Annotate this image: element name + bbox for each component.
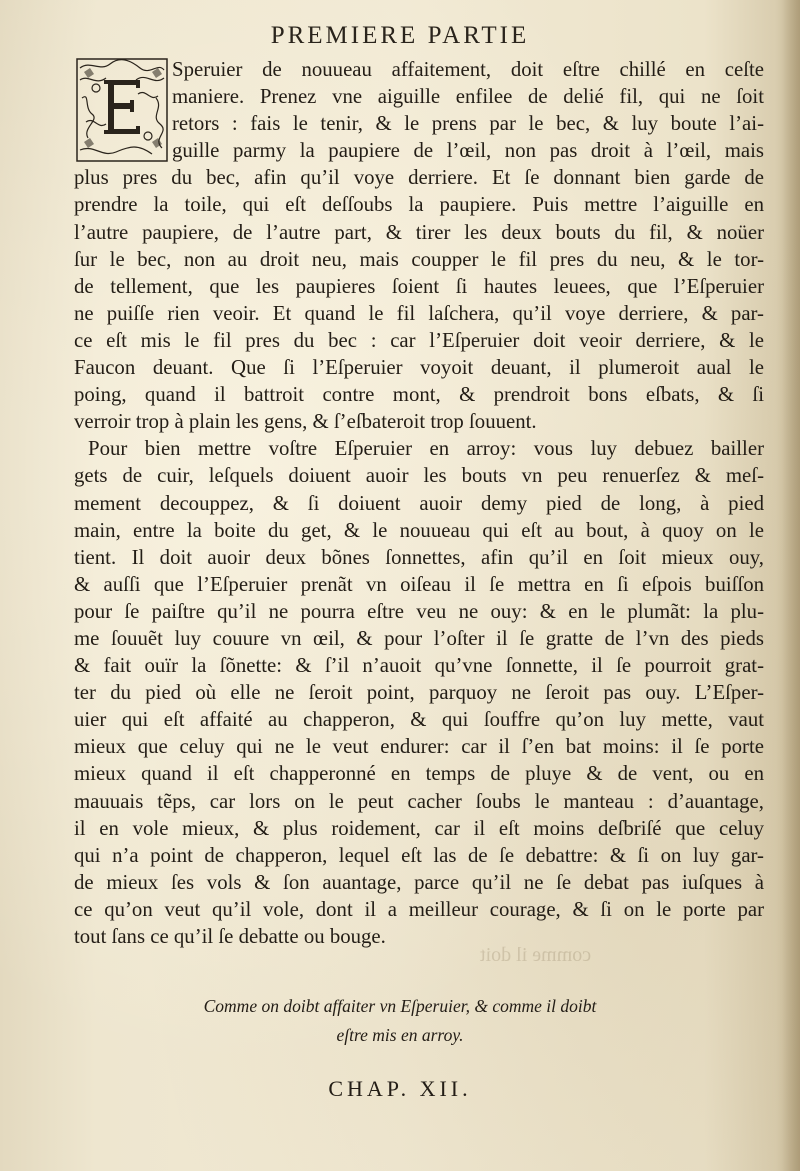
text-line: Faucon deuant. Que ſi l’Eſperuier voyoit deuant, il plumeroit aual le	[74, 356, 764, 380]
text-line: mieux quand il eſt chapperonné en temps de pluye & de vent, ou en	[74, 762, 764, 786]
text-line: poing, quand il battroit contre mont, & prendroit bons eſbats, & ſi	[74, 383, 764, 407]
text-line: ter du pied où elle ne ſeroit point, parquoy ne ſeroit pas ouy. L’Eſper-	[74, 681, 764, 705]
text-line: me ſouuẽt luy couure vn œil, & pour l’oſter il ſe gratte de l’vn des pieds	[74, 626, 764, 650]
text-line: Speruier de nouueau affaitement, doit eſtre chillé en ceſte	[172, 58, 764, 81]
text-line: tient. Il doit auoir deux bõnes ſonnettes, afin qu’il en ſoit mieux ouy,	[74, 545, 764, 569]
text-line: de tellement, que les paupieres ſoient ſi hautes leuees, que l’Eſperuier	[74, 274, 764, 298]
text-line: prendre la toile, qui eſt deſſoubs la paupiere. Puis mettre l’aiguille en	[74, 193, 764, 217]
text-line: qui n’a point de chapperon, lequel eſt las de ſe debattre: & ſi on luy gar-	[74, 843, 764, 867]
text-line: mauuais tẽps, car lors on le peut cacher ſoubs le manteau : d’auantage,	[74, 789, 764, 813]
text-line: verroir trop à plain les gens, & ſ’eſbateroit trop ſouuent.	[74, 410, 537, 434]
show-through-text: comme il doit	[480, 944, 592, 966]
text-line: ce eſt mis le fil pres du bec : car l’Eſperuier doit veoir derriere, & le	[74, 328, 764, 352]
text-line: pour ſe paiſtre qu’il ne pourra eſtre veu ne ouy: & en le plumãt: la plu-	[74, 599, 764, 623]
text-line: tout ſans ce qu’il ſe debatte ou bouge.	[74, 925, 386, 948]
text-line: il en vole mieux, & plus roidement, car il eſt moins deſbriſé que celuy	[74, 816, 764, 840]
text-line: mement decouppez, & ſi doiuent auoir demy pied de long, à pied	[74, 491, 764, 515]
body-text	[74, 56, 764, 950]
chapter-label: CHAP. XII.	[328, 1076, 472, 1101]
text-line: guille parmy la paupiere de l’œil, non pas droit à l’œil, mais	[172, 139, 764, 163]
text-line: ne puiſſe rien veoir. Et quand le fil laſchera, qu’il voye derriere, & par-	[74, 301, 764, 325]
text-line: & fait ouïr la ſõnette: & ſ’il n’auoit qu’vne ſonnette, il ſe pourroit grat-	[74, 654, 764, 678]
page-edge-shadow	[782, 0, 800, 1171]
text-line: plus pres du bec, afin qu’il voye derriere. Et ſe donnant bien garde de	[74, 166, 764, 190]
text-line: ſur le bec, non au droit neu, mais coupper le fil pres du neu, & le tor-	[74, 247, 764, 271]
text-line: & auſſi que l’Eſperuier prenãt vn oiſeau il ſe mettra en ſi eſpois buiſſon	[74, 572, 764, 596]
text-line: de mieux ſes vols & ſon auantage, parce qu’il ne ſe debat pas iuſques à	[74, 870, 764, 894]
chapter-subheading-continuation: eſtre mis en arroy.	[336, 1025, 464, 1045]
text-line: retors : fais le tenir, & le prens par le bec, & luy boute l’ai-	[172, 112, 764, 136]
text-line: uier qui eſt affaité au chapperon, & qui ſouffre qu’on luy mette, vaut	[74, 708, 764, 732]
text-line: mieux que celuy qui ne le veut endurer: car il ſ’en bat moins: il ſe porte	[74, 735, 764, 759]
text-line: ce qu’on veut qu’il vole, dont il a meilleur courage, & ſi on le porte par	[74, 897, 764, 921]
text-line: l’autre paupiere, de l’autre part, & tirer les deux bouts du fil, & noüer	[74, 220, 764, 244]
text-line: main, entre la boite du get, & le nouueau qui eſt au bout, à quoy on le	[74, 518, 764, 542]
text-line: maniere. Prenez vne aiguille enfilee de delié fil, qui ne ſoit	[172, 85, 764, 109]
text-line: gets de cuir, leſquels doiuent auoir les bouts vn peu renuerſez & meſ-	[74, 464, 764, 488]
text-line: Pour bien mettre voſtre Eſperuier en arroy: vous luy debuez bailler	[88, 437, 764, 461]
chapter-subheading: Comme on doibt affaiter vn Eſperuier, & comme il doibt	[203, 996, 597, 1016]
running-head: PREMIERE PARTIE	[270, 22, 530, 49]
